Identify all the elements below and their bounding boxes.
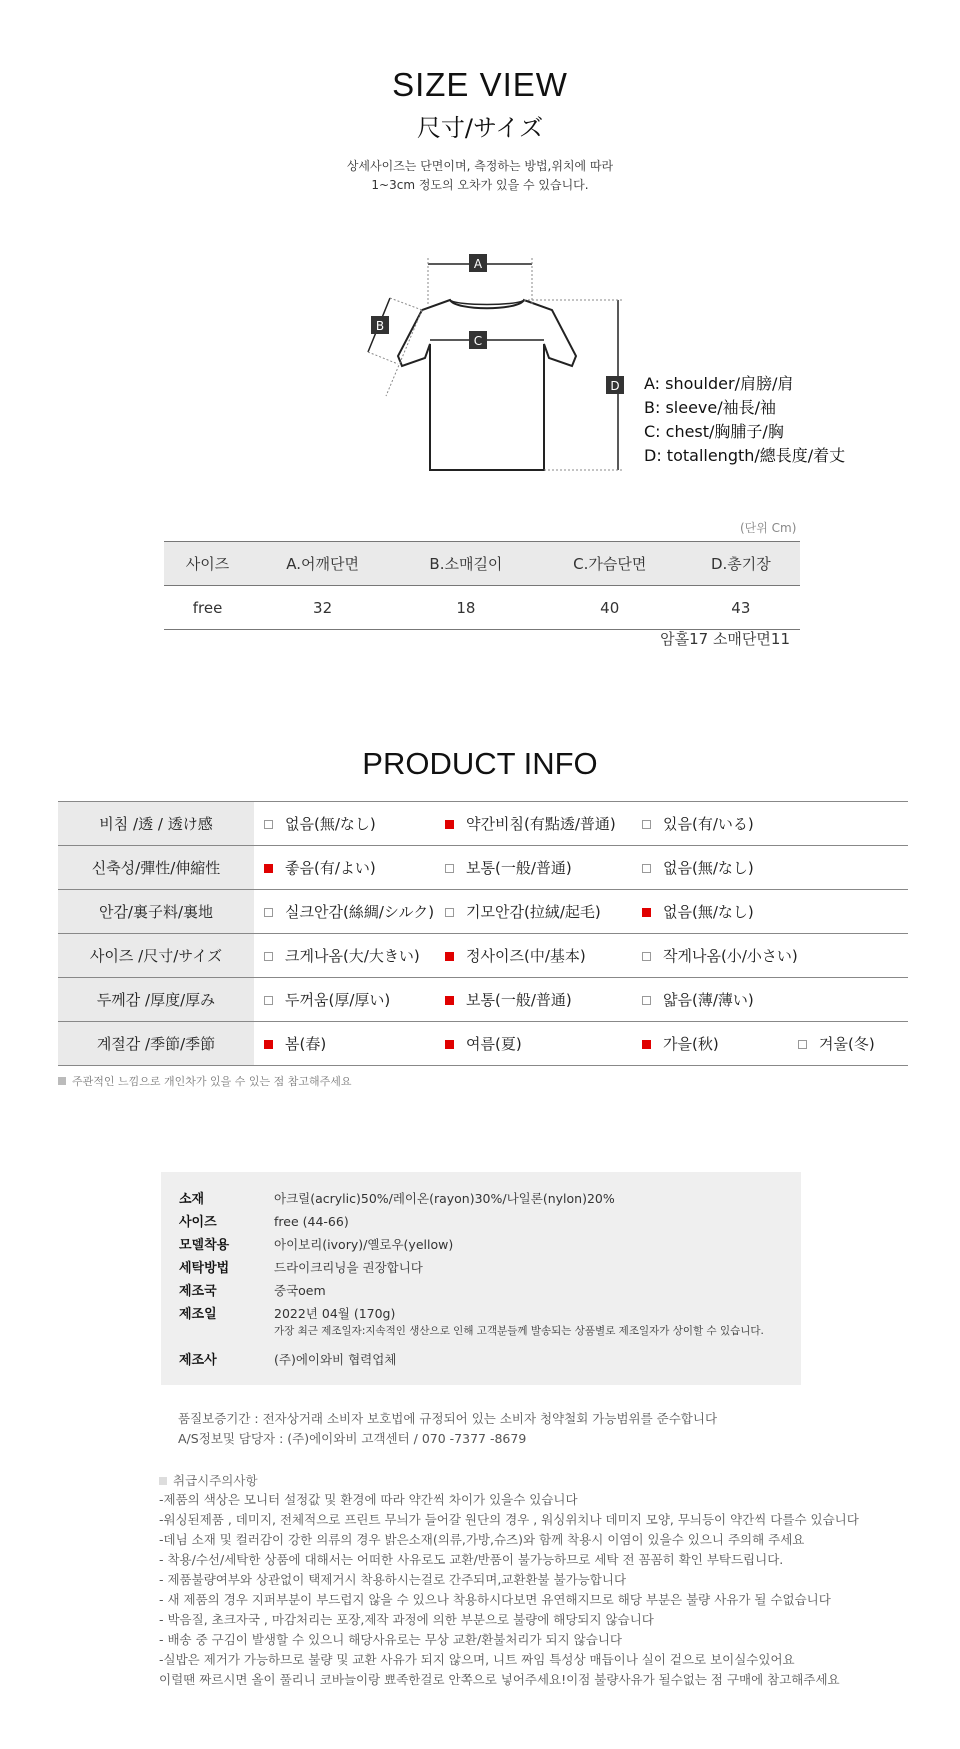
cell-sleeve: 18 — [394, 586, 538, 630]
detail-date: 제조일 2022년 04월 (170g) — [179, 1306, 396, 1322]
cell-shoulder: 32 — [251, 586, 394, 630]
care-line: 이럴땐 짜르시면 올이 풀리니 코바늘이랑 뾰족한걸로 안쪽으로 넣어주세요!이점 불량사유가 될수없는 점 구매에 참고해주세요 — [159, 1672, 840, 1687]
info-option: 여름(夏) — [435, 1022, 632, 1066]
care-line: - 배송 중 구김이 발생할 수 있으니 해당사유로는 무상 교환/환불처리가 되지 않습니다 — [159, 1632, 622, 1647]
header-size: 사이즈 — [164, 542, 251, 586]
info-option: 좋음(有/よい) — [254, 846, 435, 890]
info-row-lining — [58, 890, 908, 934]
info-option: 실크안감(絲綢/シルク) — [254, 890, 435, 934]
checkbox-icon — [642, 1040, 651, 1049]
info-option: 두꺼움(厚/厚い) — [254, 978, 435, 1022]
header-chest: C.가슴단면 — [538, 542, 682, 586]
care-line: -제품의 색상은 모니터 설정값 및 환경에 따라 약간씩 차이가 있을수 있습니다 — [159, 1492, 578, 1507]
detail-size: 사이즈 free (44-66) — [179, 1214, 349, 1230]
info-option: 작게나옴(小/小さい) — [632, 934, 908, 978]
square-bullet-icon — [159, 1477, 167, 1485]
cell-size: free — [164, 586, 251, 630]
info-option: 정사이즈(中/基本) — [435, 934, 632, 978]
cell-chest: 40 — [538, 586, 682, 630]
info-label: 계절감 /季節/季節 — [58, 1022, 254, 1066]
product-details-box — [161, 1172, 801, 1385]
checkbox-icon — [445, 1040, 454, 1049]
info-label: 안감/裏子料/裏地 — [58, 890, 254, 934]
detail-maker: 제조사 (주)에이와비 협력업체 — [179, 1352, 397, 1368]
info-option: 겨울(冬) — [788, 1022, 908, 1066]
size-view-subtitle: 尺寸/サイズ — [416, 114, 544, 142]
tshirt-outline — [398, 300, 576, 470]
size-description-line1: 상세사이즈는 단면이며, 측정하는 방법,위치에 따라 — [346, 159, 614, 173]
size-table-header — [164, 542, 800, 586]
checkbox-icon — [264, 952, 273, 961]
care-line: - 새 제품의 경우 지퍼부분이 부드럽지 않을 수 있으나 착용하시다보면 유연해지므로 해당 부분은 불량 사유가 될 수없습니다 — [159, 1592, 831, 1607]
product-info-table — [58, 801, 908, 1066]
tshirt-neckline — [450, 300, 524, 305]
info-row-season — [58, 1022, 908, 1066]
info-option: 없음(無/なし) — [254, 802, 435, 846]
svg-text:B: B — [375, 319, 385, 333]
svg-text:D: D — [610, 379, 620, 393]
care-title: 취급시주의사항 — [159, 1471, 258, 1489]
legend-c: C: chest/胸脯子/胸 — [644, 422, 784, 441]
legend-d: D: totallength/總長度/着丈 — [644, 446, 846, 465]
detail-country: 제조국 중국oem — [179, 1283, 326, 1299]
care-line: -데님 소재 및 컬러감이 강한 의류의 경우 밝은소재(의류,가방,슈즈)와 함께 착용시 이염이 있을수 있으니 주의해 주세요 — [159, 1532, 805, 1547]
measurement-legend — [644, 372, 845, 468]
tshirt-diagram — [360, 248, 660, 484]
size-note: 암홀17 소매단면11 — [660, 630, 790, 648]
detail-model: 모델착용 아이보리(ivory)/옐로우(yellow) — [179, 1237, 454, 1253]
info-option: 보통(一般/普通) — [435, 978, 632, 1022]
checkbox-icon — [264, 1040, 273, 1049]
care-line: - 착용/수선/세탁한 상품에 대해서는 어떠한 사유로도 교환/반품이 불가능하므로 세탁 전 꼼꼼히 확인 부탁드립니다. — [159, 1552, 784, 1567]
header-shoulder: A.어깨단면 — [251, 542, 394, 586]
checkbox-icon — [642, 820, 651, 829]
info-row-transparency — [58, 802, 908, 846]
info-option: 약간비침(有點透/普通) — [435, 802, 632, 846]
info-row-thickness — [58, 978, 908, 1022]
detail-material: 소재 아크릴(acrylic)50%/레이온(rayon)30%/나일론(nylon)20% — [179, 1191, 615, 1207]
checkbox-icon — [642, 864, 651, 873]
checkbox-icon — [642, 908, 651, 917]
detail-wash: 세탁방법 드라이크리닝을 권장합니다 — [179, 1260, 423, 1276]
square-bullet-icon — [58, 1077, 66, 1085]
info-option: 기모안감(拉絨/起毛) — [435, 890, 632, 934]
svg-text:C: C — [473, 334, 483, 348]
detail-date-note: 가장 최근 제조일자:지속적인 생산으로 인해 고객분들께 발송되는 상품별로 제조일자가 상이할 수 있습니다. — [274, 1325, 764, 1337]
care-line: -워싱된제품 , 데미지, 전체적으로 프린트 무늬가 들어갈 원단의 경우 , 워싱위치나 데미지 모양, 무늬등이 약간씩 다를수 있습니다 — [159, 1512, 859, 1527]
product-info-title: PRODUCT INFO — [362, 746, 598, 781]
info-label: 신축성/彈性/伸縮性 — [58, 846, 254, 890]
info-label: 사이즈 /尺寸/サイズ — [58, 934, 254, 978]
info-option: 크게나옴(大/大きい) — [254, 934, 435, 978]
checkbox-icon — [264, 908, 273, 917]
care-line: - 박음질, 초크자국 , 마감처리는 포장,제작 과정에 의한 부분으로 불량에 해당되지 않습니다 — [159, 1612, 654, 1627]
care-line: - 제품불량여부와 상관없이 택제거시 착용하시는걸로 간주되며,교환환불 불가능합니다 — [159, 1572, 627, 1587]
info-note: 주관적인 느낌으로 개인차가 있을 수 있는 점 참고해주세요 — [58, 1073, 352, 1089]
info-option: 없음(無/なし) — [632, 846, 908, 890]
info-option: 없음(無/なし) — [632, 890, 908, 934]
checkbox-icon — [264, 864, 273, 873]
checkbox-icon — [445, 952, 454, 961]
info-option: 가을(秋) — [632, 1022, 788, 1066]
checkbox-icon — [642, 952, 651, 961]
checkbox-icon — [445, 996, 454, 1005]
size-description — [0, 157, 960, 195]
info-row-elasticity — [58, 846, 908, 890]
info-label: 두께감 /厚度/厚み — [58, 978, 254, 1022]
info-option: 보통(一般/普通) — [435, 846, 632, 890]
legend-a: A: shoulder/肩膀/肩 — [644, 374, 794, 393]
size-table — [164, 541, 800, 630]
as-contact-text: A/S정보및 담당자 : (주)에이와비 고객센터 / 070 -7377 -8679 — [178, 1431, 527, 1446]
checkbox-icon — [445, 864, 454, 873]
size-description-line2: 1~3cm 정도의 오차가 있을 수 있습니다. — [371, 178, 589, 192]
checkbox-icon — [445, 820, 454, 829]
info-row-size — [58, 934, 908, 978]
checkbox-icon — [264, 996, 273, 1005]
checkbox-icon — [445, 908, 454, 917]
checkbox-icon — [642, 996, 651, 1005]
legend-b: B: sleeve/袖長/袖 — [644, 398, 777, 417]
cell-length: 43 — [682, 586, 800, 630]
info-option: 있음(有/いる) — [632, 802, 908, 846]
care-line: -실밥은 제거가 가능하므로 불량 및 교환 사유가 되지 않으며, 니트 짜임 특성상 매듭이나 실이 겉으로 보이실수있어요 — [159, 1652, 795, 1667]
checkbox-icon — [264, 820, 273, 829]
size-unit: (단위 Cm) — [740, 521, 797, 535]
checkbox-icon — [798, 1040, 807, 1049]
size-view-title: SIZE VIEW — [392, 66, 568, 103]
header-sleeve: B.소매길이 — [394, 542, 538, 586]
quality-assurance — [178, 1409, 717, 1449]
header-length: D.총기장 — [682, 542, 800, 586]
info-label: 비침 /透 / 透け感 — [58, 802, 254, 846]
info-option: 얇음(薄/薄い) — [632, 978, 908, 1022]
warranty-text: 품질보증기간 : 전자상거래 소비자 보호법에 규정되어 있는 소비자 청약철회 가능범위를 준수합니다 — [178, 1411, 718, 1426]
table-row — [164, 586, 800, 630]
svg-text:A: A — [473, 257, 483, 271]
care-notes — [159, 1490, 859, 1690]
info-option: 봄(春) — [254, 1022, 435, 1066]
